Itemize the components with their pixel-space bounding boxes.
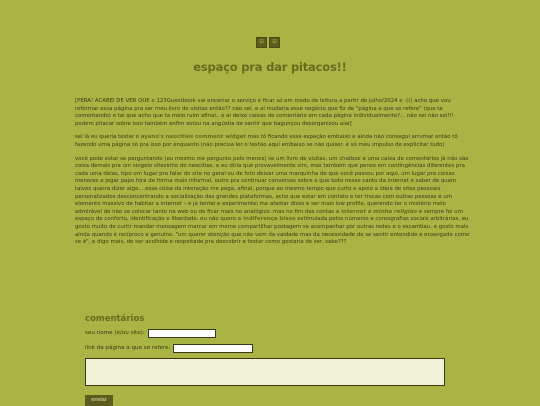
text: mas tô ficando esse espação embaixo e ainda não consegui arrumar então tô fazendo uma página só pra isso por enquanto (não precisa ler o textão aqui embaixo se não quiser. é só meu impulso de explicitar tudo) xyxy=(75,134,458,148)
submit-button[interactable]: enviar xyxy=(85,395,113,406)
link-label: link da página a que se refere: xyxy=(85,345,171,351)
comments-heading: comentários xyxy=(85,314,145,324)
comment-widget-link[interactable]: ayano's neocities comment widget xyxy=(140,134,246,141)
main-content xyxy=(75,98,470,253)
text: estimulada pelos números e coreografias sociais arbitrárias, eu gosto muito de curtir mandar mensagem marcar em meme compartilhar postagem se acompanhar por outras redes e o escambau. e gosto mais ainda quando é recíproco e genuíno. "um querer atenção que não vem da vaidade mas da necessidade de se sentir entendide e enxergade como se é", e digo mais, de ser acolhide e respeitade pra descobrir e testar como gostaria de ser. sabe??? xyxy=(75,216,470,246)
paragraph-essay xyxy=(75,156,470,247)
badge-icon[interactable]: ⊡ xyxy=(269,37,280,48)
page-title: espaço pra dar pitacos!! xyxy=(193,60,347,74)
header-badges xyxy=(256,37,280,48)
text: sei lá eu queria testar o xyxy=(75,134,141,141)
text: e sempre foi um espaço de conforto, identificação e liberdade. eu não quero xyxy=(75,208,463,223)
page-link-input[interactable] xyxy=(173,344,253,353)
name-input[interactable] xyxy=(148,329,216,338)
text: você pode estar se perguntando (eu mesmo me pergunto pelo menos) se um livro de visitas, um chatbox e uma caixa de comentários já não são coisa demais pra um singelo sitezinho do neocities. e eu diria que provavelmente sim, mas também que penso em contingências diferentes pra cada uma delas, tipo um lugar pra falar do site no geral ou de foto deixar uma marquinha de que você passou por aqui, um lugar pra coisas menores e jogar papo fora de forma mais informal, outro pra continuar conversas sobre o que boto nesse canto da internet e saber de quem talvez queira dizer algo... essa coisa da interação me pega, afinal, porque ao mesmo tempo que curto e apoio a ideia de sites pessoais personalizados desconcentrando a socialização das grandes plataformas, acho que estar em contato e ter trocas com outras pessoas é um elemento massivo de habitar a internet – e já tentei e experimentei me afastar disso e ser mais low profile, querendo ter o mistério meio admirável de não se colocar tanto na web ou de ficar mais no analógico. mas no fim das contas xyxy=(75,155,469,215)
link-row xyxy=(85,342,465,354)
internet-religion-link[interactable]: a internet é minha religião xyxy=(335,208,418,215)
comments-form xyxy=(85,314,465,406)
name-row xyxy=(85,327,465,339)
indifference-link[interactable]: a indiferença blasé xyxy=(237,216,296,223)
name-label: seu nome (e/ou site): xyxy=(85,330,145,336)
comment-textarea[interactable] xyxy=(85,358,445,386)
paragraph-notice: [PERA! ACABEI DE VER QUE o 123Guestbook vai encerrar o serviço e ficar só em modo de leitura a partir de julho/2024 e :((( acho que vou reformar essa página pra ser meu livro de visitas então?? não sei. e ai mudaria esse negócio que fiz de "página a que se refere" (que ta comentando) e tal que acho que ta meio ruim afinal.. e ai deixo caixas de comentário em cada página individualmente?... não sei não sei!!! podem pitacar sobre isso também enfim estou na angústia de sentir que bagunçou desorganizou aiai] xyxy=(75,98,454,127)
badge-icon[interactable]: ⊡ xyxy=(256,37,267,48)
paragraph-widget xyxy=(75,134,470,149)
